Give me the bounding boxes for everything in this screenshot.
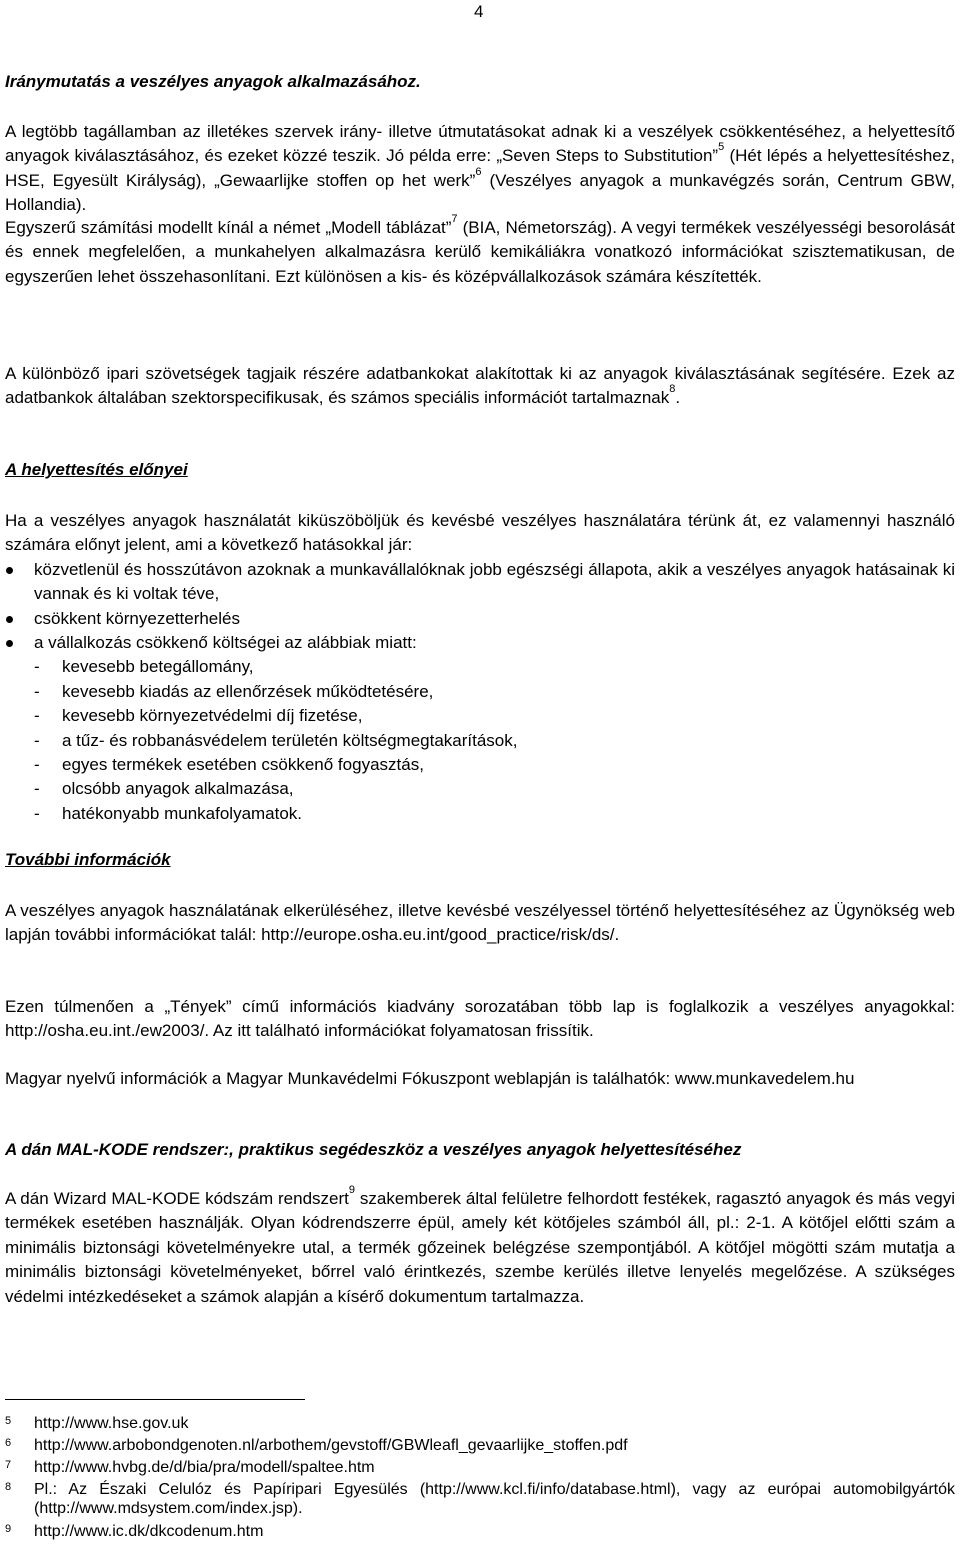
cost-reasons-list bbox=[5, 655, 955, 826]
advantages-body bbox=[5, 509, 955, 826]
paragraph-databanks: A különböző ipari szövetségek tagjaik részére adatbankokat alakítottak ki az anyagok kiválasztásának segítésére. Ezek az adatbankok általában szektorspecifikusak, és számos speciális információt tartalmaznak$^8$. bbox=[5, 364, 955, 408]
footnote-text: Pl.: Az Északi Celulóz és Papíripari Egyesülés (http://www.kcl.fi/info/database.html), vagy az európai automobilgyártók (http://www.mdsystem.com/index.jsp). bbox=[34, 1481, 955, 1517]
footnote-ref-6[interactable]: 6 bbox=[475, 165, 482, 178]
footnote-link[interactable]: http://www.hvbg.de/d/bia/pra/modell/spaltee.htm bbox=[34, 1459, 375, 1476]
advantages-intro: Ha a veszélyes anyagok használatát kiküszöböljük és kevésbé veszélyes használatára térünk át, ez valamennyi használó számára előnyt jelent, ami a következő hatásokkal jár: bbox=[5, 511, 955, 555]
dash-marker: - bbox=[34, 779, 40, 799]
section-heading-guidance: Iránymutatás a veszélyes anyagok alkalmazásához. bbox=[5, 72, 421, 91]
footnote-number: 5 bbox=[5, 1415, 12, 1427]
footnote-separator bbox=[5, 1399, 305, 1400]
footnote-6 bbox=[5, 1436, 955, 1455]
footnote-8 bbox=[5, 1480, 955, 1518]
dash-marker: - bbox=[34, 730, 40, 750]
list-item: - kevesebb kiadás az ellenőrzések működtetésére, bbox=[5, 680, 955, 704]
paragraph-agency-web: A veszélyes anyagok használatának elkerüléséhez, illetve kevésbé veszélyessel történő helyettesítéséhez az Ügynökség web lapján további információkat talál: http://europe.osha.eu.int/good_practice/risk/ds/. bbox=[5, 901, 955, 945]
paragraph-mal-kode: A dán Wizard MAL-KODE kódszám rendszert$^9$ szakemberek által felületre felhordott festékek, ragasztó anyagok és más vegyi termékek esetében használják. Olyan kódrendszerre épül, amely két kötőjeles számból áll, pl.: 2-1. A kötőjel előtti szám a minimális biztonsági követelményekre utal, a termék gőzeinek belégzése szempontjából. A kötőjel mögötti szám mutatja a minimális biztonsági követelményeket, bőrrel való érintkezés, szembe kerülés illetve lenyelés megelőzése. A szükséges védelmi intézkedéseket a számok alapján a kísérő dokumentum tartalmazza. bbox=[5, 1184, 955, 1306]
footnote-link[interactable]: http://www.arbobondgenoten.nl/arbothem/gevstoff/GBWleafl_gevaarlijke_stoffen.pdf bbox=[34, 1437, 628, 1454]
section-heading-mal-kode: A dán MAL-KODE rendszer:, praktikus segédeszköz a veszélyes anyagok helyettesítéséhez bbox=[5, 1140, 742, 1159]
footnote-link[interactable]: http://www.hse.gov.uk bbox=[34, 1415, 189, 1432]
footnote-number: 9 bbox=[5, 1523, 12, 1535]
footnote-link[interactable]: http://www.ic.dk/dkcodenum.htm bbox=[34, 1523, 264, 1540]
footnote-number: 6 bbox=[5, 1437, 12, 1449]
list-item: - a tűz- és robbanásvédelem területén költségmegtakarítások, bbox=[5, 729, 955, 753]
dash-marker: - bbox=[34, 706, 40, 726]
bullet-icon bbox=[6, 616, 13, 623]
page-number: 4 bbox=[474, 2, 484, 21]
list-item: - kevesebb betegállomány, bbox=[5, 655, 955, 679]
advantages-bullet-list bbox=[5, 558, 955, 656]
paragraph-facts-series: Ezen túlmenően a „Tények” című információs kiadvány sorozatában több lap is foglalkozik a veszélyes anyagokkal: http://osha.eu.int./ew2003/. Az itt található információkat folyamatosan frissítik. bbox=[5, 997, 955, 1041]
footnote-ref-7[interactable]: 7 bbox=[451, 213, 458, 225]
bullet-icon bbox=[6, 567, 13, 574]
paragraph-model-table: Egyszerű számítási modellt kínál a német „Modell táblázat”$^7$ (BIA, Németország). A vegyi termékek veszélyességi besorolását és ennek megfelelően, a munkahelyen alkalmazásra kerülő kemikáliákra vonatkozó információkat szisztematikusan, de egyszerűen lehet összehasonlítani. Ezt különösen a kis- és középvállalkozások számára készítették. bbox=[5, 213, 955, 286]
list-item: csökkent környezetterhelés bbox=[5, 607, 955, 631]
footnote-number: 8 bbox=[5, 1481, 12, 1493]
footnote-ref-5[interactable]: 5 bbox=[718, 141, 725, 154]
dash-marker: - bbox=[34, 657, 40, 677]
list-item: a vállalkozás csökkenő költségei az alábbiak miatt: bbox=[5, 631, 955, 655]
section-heading-advantages: A helyettesítés előnyei bbox=[5, 460, 188, 479]
list-item: - egyes termékek esetében csökkenő fogyasztás, bbox=[5, 753, 955, 777]
footnote-9 bbox=[5, 1522, 955, 1541]
section-heading-more-info: További információk bbox=[5, 850, 171, 869]
list-item: - hatékonyabb munkafolyamatok. bbox=[5, 802, 955, 826]
footnote-number: 7 bbox=[5, 1459, 12, 1471]
bullet-icon bbox=[6, 640, 13, 647]
footnote-ref-9[interactable]: 9 bbox=[348, 1184, 356, 1196]
list-item: - olcsóbb anyagok alkalmazása, bbox=[5, 777, 955, 801]
list-item: közvetlenül és hosszútávon azoknak a munkavállalóknak jobb egészségi állapota, akik a veszélyes anyagok hatásainak ki vannak és ki voltak téve, bbox=[5, 558, 955, 607]
dash-marker: - bbox=[34, 681, 40, 701]
list-item: - kevesebb környezetvédelmi díj fizetése, bbox=[5, 704, 955, 728]
dash-marker: - bbox=[34, 803, 40, 823]
dash-marker: - bbox=[34, 755, 40, 775]
footnote-5 bbox=[5, 1414, 955, 1433]
paragraph-guidance: A legtöbb tagállamban az illetékes szervek irány- illetve útmutatásokat adnak ki a veszélyek csökkentéséhez, a helyettesítő anyagok kiválasztásához, és ezeket közzé teszik. Jó példa erre: „Seven Steps to Substitution”$^5$ (Hét lépés a helyettesítéshez, HSE, Egyesült Királyság), „Gewaarlijke stoffen op het werk”$^6$ (Veszélyes anyagok a munkavégzés során, Centrum GBW, Hollandia). bbox=[5, 122, 955, 215]
paragraph-hungarian-info: Magyar nyelvű információk a Magyar Munkavédelmi Fókuszpont weblapján is találhatók: www.munkavedelem.hu bbox=[5, 1069, 855, 1088]
footnote-7 bbox=[5, 1458, 955, 1477]
footnote-ref-8[interactable]: 8 bbox=[669, 383, 676, 396]
